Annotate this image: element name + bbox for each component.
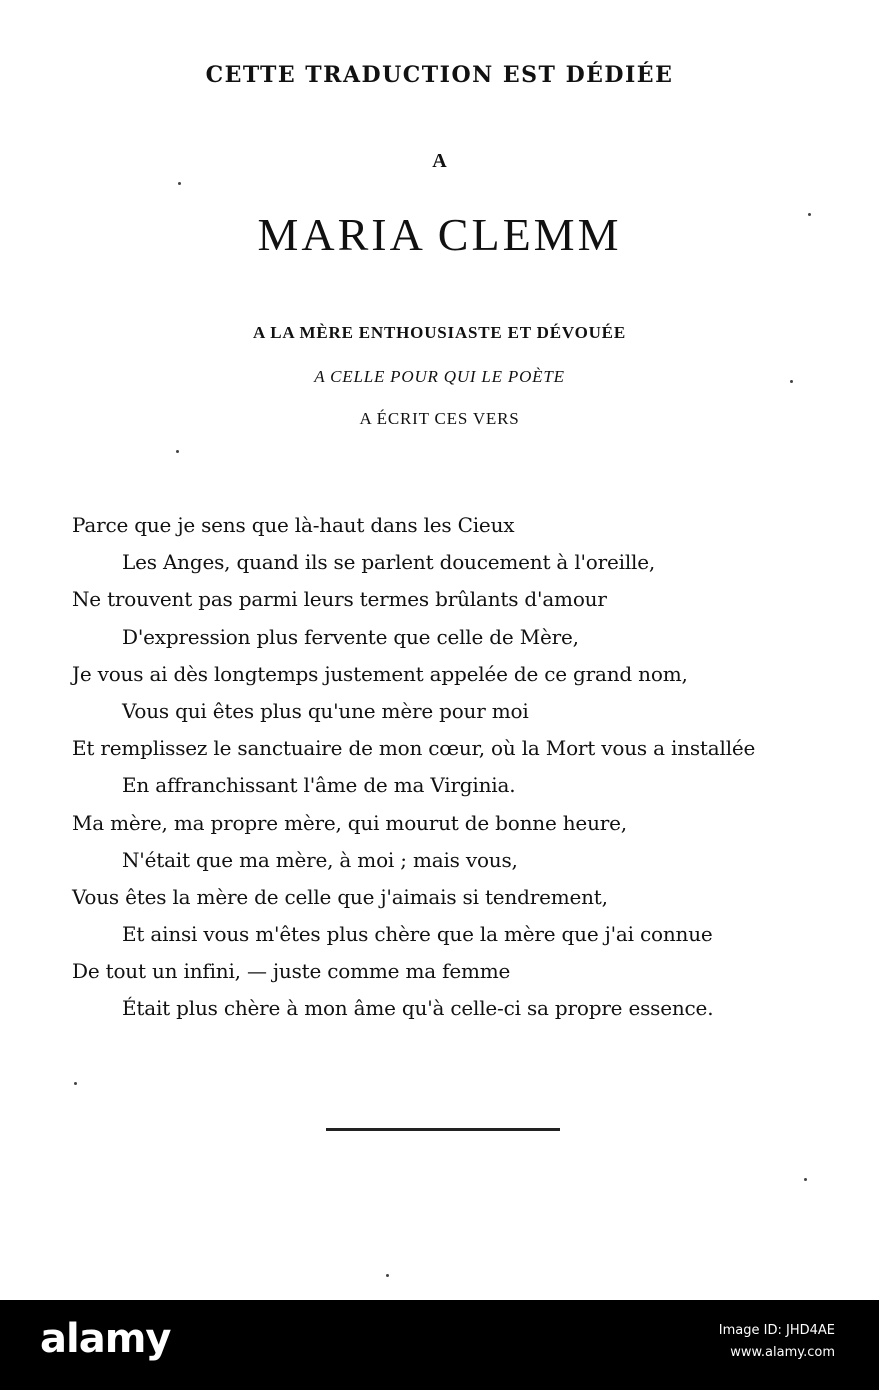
dedication-heading: CETTE TRADUCTION EST DÉDIÉE	[205, 62, 674, 88]
print-speck	[804, 1178, 807, 1181]
poem	[72, 507, 862, 1028]
dedication-subline-1: A LA MÈRE ENTHOUSIASTE ET DÉVOUÉE	[253, 323, 626, 342]
poem-line: Je vous ai dès longtemps justement appelée de ce grand nom,	[72, 661, 688, 686]
poem-line: Ma mère, ma propre mère, qui mourut de bonne heure,	[72, 810, 627, 835]
poem-line: Parce que je sens que là-haut dans les Cieux	[72, 513, 515, 537]
poem-line: N'était que ma mère, à moi ; mais vous,	[122, 847, 518, 872]
poem-line: Ne trouvent pas parmi leurs termes brûlants d'amour	[72, 587, 607, 612]
poem-line: De tout un infini, — juste comme ma femme	[72, 959, 511, 984]
dedication-to: A	[432, 150, 447, 172]
dedicatee-name: MARIA CLEMM	[257, 209, 622, 260]
poem-line: Vous êtes la mère de celle que j'aimais si tendrement,	[72, 884, 608, 909]
print-speck	[790, 380, 793, 383]
print-speck	[808, 213, 811, 216]
poem-line: Les Anges, quand ils se parlent doucement à l'oreille,	[122, 550, 656, 575]
poem-line: Vous qui êtes plus qu'une mère pour moi	[122, 698, 529, 723]
print-speck	[176, 450, 179, 453]
poem-line: D'expression plus fervente que celle de Mère,	[122, 624, 579, 649]
poem-line: Et remplissez le sanctuaire de mon cœur, où la Mort vous a installée	[72, 736, 756, 761]
print-speck	[74, 1082, 77, 1085]
print-speck	[386, 1274, 389, 1277]
poem-line: Et ainsi vous m'êtes plus chère que la mère que j'ai connue	[122, 922, 713, 947]
dedication-subline-3: A ÉCRIT CES VERS	[359, 409, 520, 428]
alamy-logo: alamy	[40, 1316, 171, 1362]
end-rule	[326, 1128, 560, 1131]
poem-line: Était plus chère à mon âme qu'à celle-ci sa propre essence.	[122, 996, 714, 1021]
dedication-subline-2: A CELLE POUR QUI LE POÈTE	[314, 367, 565, 386]
watermark-url: www.alamy.com	[730, 1345, 835, 1360]
print-speck	[178, 182, 181, 185]
poem-line: En affranchissant l'âme de ma Virginia.	[122, 773, 516, 798]
image-id: Image ID: JHD4AE	[718, 1323, 835, 1338]
